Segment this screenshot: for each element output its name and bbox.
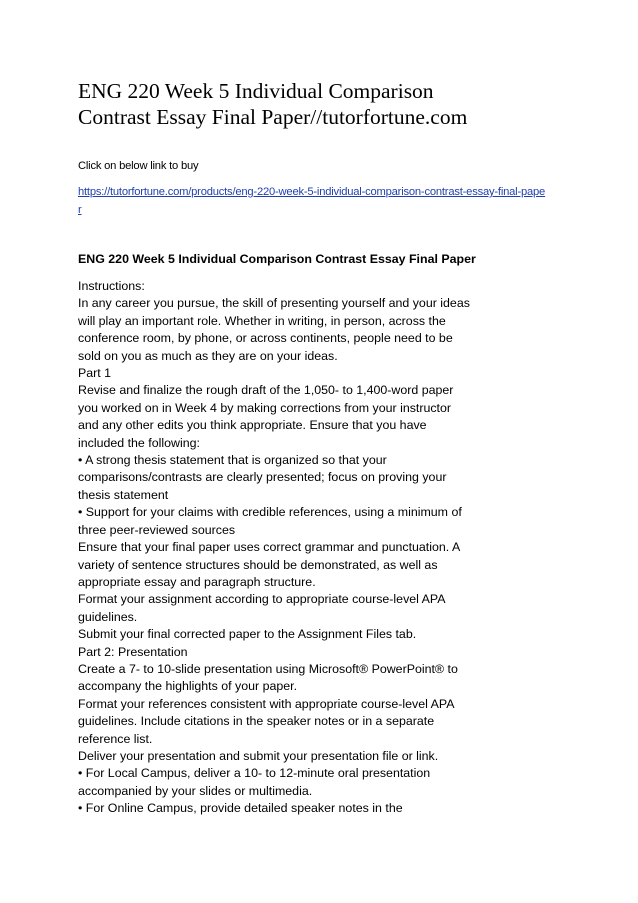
body-line: guidelines.	[78, 609, 138, 624]
body-line: Deliver your presentation and submit your presentation file or link.	[78, 748, 439, 763]
body-line: In any career you pursue, the skill of presenting yourself and your ideas	[78, 296, 470, 311]
body-line: and any other edits you think appropriate. Ensure that you have	[78, 418, 427, 433]
body-line: conference room, by phone, or across continents, people need to be	[78, 331, 453, 346]
body-line: sold on you as much as they are on your ideas.	[78, 348, 338, 363]
body-line: • For Local Campus, deliver a 10- to 12-minute oral presentation	[78, 766, 431, 781]
title-line: Contrast Essay Final Paper//tutorfortune.com	[78, 105, 468, 129]
document-title	[78, 78, 568, 130]
body-line: Create a 7- to 10-slide presentation using Microsoft® PowerPoint® to	[78, 661, 458, 676]
body-line: • A strong thesis statement that is organized so that your	[78, 453, 387, 468]
body-line: three peer-reviewed sources	[78, 522, 236, 537]
body-line: Format your assignment according to appropriate course-level APA	[78, 592, 446, 607]
body-line: Instructions:	[78, 279, 145, 293]
body-line: will play an important role. Whether in writing, in person, across the	[78, 313, 446, 328]
body-line: comparisons/contrasts are clearly presented; focus on proving your	[78, 470, 447, 485]
body-line: Ensure that your final paper uses correct grammar and punctuation. A	[78, 540, 461, 555]
body-line: you worked on in Week 4 by making corrections from your instructor	[78, 400, 452, 415]
body-line: Part 1	[78, 366, 112, 381]
section-heading: ENG 220 Week 5 Individual Comparison Contrast Essay Final Paper	[78, 252, 476, 266]
body-line: appropriate essay and paragraph structure.	[78, 574, 316, 589]
body-line: guidelines. Include citations in the speaker notes or in a separate	[78, 714, 435, 729]
product-link[interactable]: https://tutorfortune.com/products/eng-220-week-5-individual-comparison-contrast-essay-final-paper	[78, 186, 546, 216]
buy-instruction: Click on below link to buy	[78, 160, 199, 172]
body-line: included the following:	[78, 435, 200, 450]
body-line: reference list.	[78, 731, 153, 746]
body-line: Revise and finalize the rough draft of the 1,050- to 1,400-word paper	[78, 383, 454, 398]
body-line: thesis statement	[78, 487, 169, 502]
body-line: Part 2: Presentation	[78, 644, 188, 659]
body-line: variety of sentence structures should be demonstrated, as well as	[78, 557, 438, 572]
body-line: accompany the highlights of your paper.	[78, 679, 298, 694]
document-page	[78, 78, 568, 818]
document-body	[78, 278, 568, 818]
body-line: accompanied by your slides or multimedia.	[78, 783, 313, 798]
body-line: • Support for your claims with credible references, using a minimum of	[78, 505, 462, 520]
body-line: Submit your final corrected paper to the Assignment Files tab.	[78, 627, 417, 642]
body-line: • For Online Campus, provide detailed speaker notes in the	[78, 801, 403, 816]
body-line: Format your references consistent with appropriate course-level APA	[78, 696, 455, 711]
title-line: ENG 220 Week 5 Individual Comparison	[78, 79, 434, 103]
